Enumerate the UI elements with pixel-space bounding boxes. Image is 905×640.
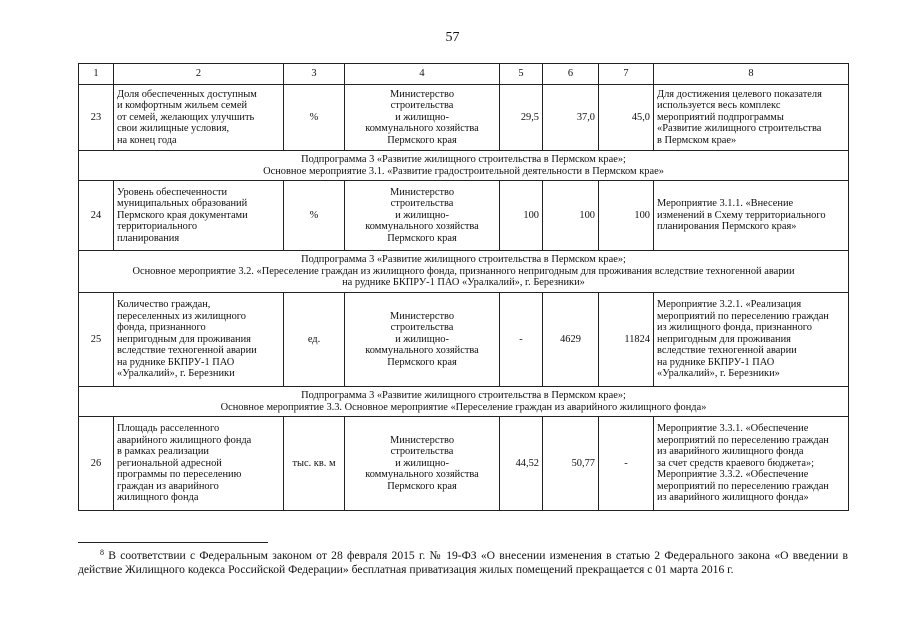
unit: % [284, 181, 345, 251]
footnote-text: В соответствии с Федеральным законом от 28 февраля 2015 г. № 19-ФЗ «О внесении изменения в статью 2 Федерального закона «О введении в действие Жилищного кодекса Российской Федерации» бесплатная приватизация жилых помещений прекращается с 01 марта 2016 г. [78, 549, 848, 576]
table-row [79, 417, 849, 511]
footnote-divider [78, 542, 268, 543]
unit: ед. [284, 293, 345, 387]
section-title: Подпрограмма 3 «Развитие жилищного строительства в Пермском крае»; Основное мероприятие 3.2. «Переселение граждан из жилищного фонда, признанного непригодным для проживания вследствие техногенной аварии на руднике БКПРУ-1 ПАО «Уралкалий», г. Березники» [79, 251, 849, 293]
responsible-body: Министерство строительства и жилищно- коммунального хозяйства Пермского края [345, 85, 500, 151]
unit: % [284, 85, 345, 151]
row-number: 24 [79, 181, 114, 251]
value-cell: - [599, 417, 654, 511]
value-cell: - [500, 293, 543, 387]
table-row [79, 85, 849, 151]
column-number: 3 [284, 64, 345, 85]
indicator-name: Площадь расселенного аварийного жилищного фонда в рамках реализации региональной адресной программы по переселению граждан из аварийного жилищного фонда [114, 417, 284, 511]
column-number-row [79, 64, 849, 85]
column-number: 4 [345, 64, 500, 85]
value-cell: 100 [500, 181, 543, 251]
value-cell: 100 [599, 181, 654, 251]
column-number: 5 [500, 64, 543, 85]
row-number: 23 [79, 85, 114, 151]
section-row [79, 251, 849, 293]
column-number: 8 [654, 64, 849, 85]
section-row [79, 151, 849, 181]
responsible-body: Министерство строительства и жилищно- коммунального хозяйства Пермского края [345, 181, 500, 251]
row-number: 25 [79, 293, 114, 387]
table-row [79, 181, 849, 251]
value-cell: 100 [543, 181, 599, 251]
note-cell: Мероприятие 3.2.1. «Реализация мероприятий по переселению граждан из жилищного фонда, признанного непригодным для проживания вследствие техногенной аварии на руднике БКПРУ-1 ПАО «Уралкалий», г. Березники» [654, 293, 849, 387]
column-number: 2 [114, 64, 284, 85]
note-cell: Мероприятие 3.1.1. «Внесение изменений в Схему территориального планирования Пермского края» [654, 181, 849, 251]
indicator-name: Доля обеспеченных доступным и комфортным жильем семей от семей, желающих улучшить свои жилищные условия, на конец года [114, 85, 284, 151]
row-number: 26 [79, 417, 114, 511]
indicator-name: Количество граждан, переселенных из жилищного фонда, признанного непригодным для проживания вследствие техногенной аварии на руднике БКПРУ-1 ПАО «Уралкалий», г. Березники [114, 293, 284, 387]
value-cell: 29,5 [500, 85, 543, 151]
value-cell: 4629 [543, 293, 599, 387]
section-title: Подпрограмма 3 «Развитие жилищного строительства в Пермском крае»; Основное мероприятие 3.3. Основное мероприятие «Переселение граждан из аварийного жилищного фонда» [79, 387, 849, 417]
value-cell: 50,77 [543, 417, 599, 511]
responsible-body: Министерство строительства и жилищно- коммунального хозяйства Пермского края [345, 293, 500, 387]
value-cell: 45,0 [599, 85, 654, 151]
value-cell: 37,0 [543, 85, 599, 151]
note-cell: Мероприятие 3.3.1. «Обеспечение мероприятий по переселению граждан из аварийного жилищного фонда за счет средств краевого бюджета»; Мероприятие 3.3.2. «Обеспечение мероприятий по переселению граждан из аварийного жилищного фонда» [654, 417, 849, 511]
column-number: 1 [79, 64, 114, 85]
note-cell: Для достижения целевого показателя используется весь комплекс мероприятий подпрограммы «Развитие жилищного строительства в Пермском крае» [654, 85, 849, 151]
value-cell: 11824 [599, 293, 654, 387]
unit: тыс. кв. м [284, 417, 345, 511]
footnote-marker: 8 [100, 548, 104, 557]
section-row [79, 387, 849, 417]
page-number: 57 [445, 30, 460, 45]
footnote [78, 546, 848, 577]
column-number: 7 [599, 64, 654, 85]
table-row [79, 293, 849, 387]
column-number: 6 [543, 64, 599, 85]
responsible-body: Министерство строительства и жилищно- коммунального хозяйства Пермского края [345, 417, 500, 511]
value-cell: 44,52 [500, 417, 543, 511]
indicators-table [78, 63, 849, 511]
indicator-name: Уровень обеспеченности муниципальных образований Пермского края документами территориального планирования [114, 181, 284, 251]
section-title: Подпрограмма 3 «Развитие жилищного строительства в Пермском крае»; Основное мероприятие 3.1. «Развитие градостроительной деятельности в Пермском крае» [79, 151, 849, 181]
